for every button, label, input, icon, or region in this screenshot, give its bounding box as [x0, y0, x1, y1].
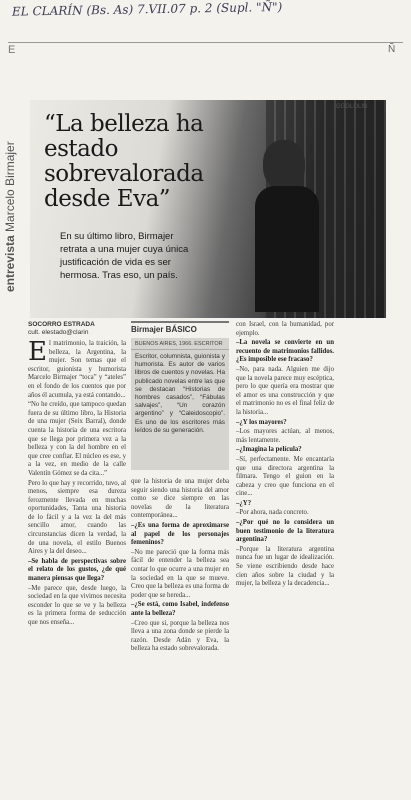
- paragraph: –No me pareció que la forma más fácil de entender la belleza sea contar lo que ocurre a una mujer en la sociedad en la que se mueve. Creo que la belleza es una forma de poder que se hereda...: [131, 548, 229, 599]
- sidebar-box: [131, 338, 229, 470]
- side-label-prefix: entrevista: [3, 235, 17, 292]
- section-letter: E: [8, 44, 16, 56]
- corner-letter: Ñ: [388, 44, 396, 55]
- photo-portrait-body: [255, 186, 319, 312]
- paragraph: con Israel, con la humanidad, por ejemplo.: [236, 321, 334, 337]
- byline-name: SOCORRO ESTRADA: [28, 321, 95, 328]
- paragraph: –No, para nada. Alguien me dijo que la novela parece muy escéptica, pero lo que quería era mostrar que el amor es una construcción y que el matrimonio no es el final feliz de la historia...: [236, 365, 334, 416]
- paragraph: –Me parece que, desde luego, la sociedad en la que vivimos necesita esconder lo que se ve y la belleza es la primera forma de seducción que nos enseña...: [28, 584, 126, 626]
- article-dek: En su último libro, Birmajer retrata a una mujer cuya única justificación de vida es ser hermosa. Tras eso, un país.: [60, 231, 189, 281]
- paragraph: [28, 340, 126, 400]
- top-rule: [8, 42, 403, 43]
- interview-question: –Se habla de perspectivas sobre el relato de los gustos, ¿de qué manera piensas que llega?: [28, 557, 126, 583]
- paragraph: que la historia de una mujer deba seguir siendo una historia del amor como se dice siempre en las novelas de la literatura contemporánea...: [131, 478, 229, 520]
- paragraph: “No he creído, que tampoco quedan fuera de su último libro, la Historia de una mujer (Seix Barral), donde cuenta la historia de una escritora que se llega por primera vez a la belleza y con la del hombre en el que cree confiar. El núcleo es ese, y a la vez, en medio de la calle Valentín Gómez se da cita...”: [28, 401, 126, 477]
- article-column-2: [131, 478, 229, 790]
- sidebar-box-text: Escritor, columnista, guionista y humorista. Es autor de varios libros de cuentos y novelas. Ha publicado novelas entre las que se destacan “Historias de hombres casados”, “Fábulas salvajes”, “Un corazón argentino” y “Caleidoscopio”. Es uno de los escritores más leídos de su generación.: [135, 353, 225, 434]
- sidebar-box-title: Birmajer BÁSICO: [131, 321, 229, 334]
- article-headline: “La belleza ha estado sobrevalorada desde Eva”: [44, 111, 204, 212]
- paragraph: –Porque la literatura argentina nunca fue un lugar de idealización. Se viene escribiendo desde hace cien años sobre la ciudad y la mujer, la belleza y la decadencia...: [236, 545, 334, 588]
- interview-question: –¿Por qué no lo considera un buen testimonio de la literatura argentina?: [236, 519, 334, 544]
- interview-question: –¿Imagina la película?: [236, 446, 302, 454]
- byline: [28, 321, 95, 337]
- interview-question: –¿Y?: [236, 499, 252, 507]
- photo-portrait-figure: [255, 140, 315, 310]
- interview-question: –¿Y los mayores?: [236, 418, 287, 426]
- paragraph: –Los mayores actúan, al menos, más lentamente.: [236, 428, 334, 444]
- interview-question: –¿Es una forma de aproximarse al papel de los personajes femeninos?: [131, 521, 229, 547]
- article-column-1: [28, 340, 126, 790]
- side-label-name: Marcelo Birmajer: [3, 141, 17, 232]
- handwritten-source-note: EL CLARÍN (Bs. As) 7.VII.07 p. 2 (Supl. "Ñ"): [11, 0, 283, 19]
- sidebar-box-subtitle: BUENOS AIRES, 1966. ESCRITOR: [131, 338, 229, 350]
- paragraph: –Creo que sí, porque la belleza nos lleva a una zona donde se pierde la razón. Desde Adán y Eva, la belleza ha estado sobrevalorada.: [131, 619, 229, 653]
- dropcap: E: [28, 340, 47, 367]
- photo-portrait-head: [263, 140, 305, 190]
- paragraph: Pero lo que hay y recorrido, tuvo, al menos, siempre esa dureza ferozmente llevada en muchas oportunidades, Tanta una historia de lo fácil y a la vez la del más sencillo amor, cuando las circunstancias dicen la verdad, la de una novela, el estilo Buenos Aires y la del deseo...: [28, 479, 126, 556]
- section-side-label: [3, 92, 21, 292]
- interview-question: –La novela se convierte en un recuento de matrimonios fallidos. ¿Es imposible ese fracaso?: [236, 339, 334, 364]
- paragraph-text: l matrimonio, la traición, la belleza, la Argentina, la mujer. Son temas que el escritor, guionista y humorista Marcelo Birmajer “toca” y “ateles” en el fondo de los cuentos que por años él acumula, ya está contando...: [28, 340, 126, 399]
- paragraph: –Por ahora, nada concreto.: [236, 509, 309, 517]
- byline-contact: cult. elestado@clarin: [28, 329, 89, 336]
- interview-question: –¿Se está, como Isabel, indefenso ante la belleza?: [131, 601, 229, 617]
- photo-credit: GGGLOLIN: [336, 104, 368, 110]
- paragraph: –Sí, perfectamente. Me encantaría que una directora argentina la filmara. Tengo el guion en la cabeza y creo que funciona en el cine...: [236, 455, 334, 498]
- article-column-3: [236, 321, 334, 791]
